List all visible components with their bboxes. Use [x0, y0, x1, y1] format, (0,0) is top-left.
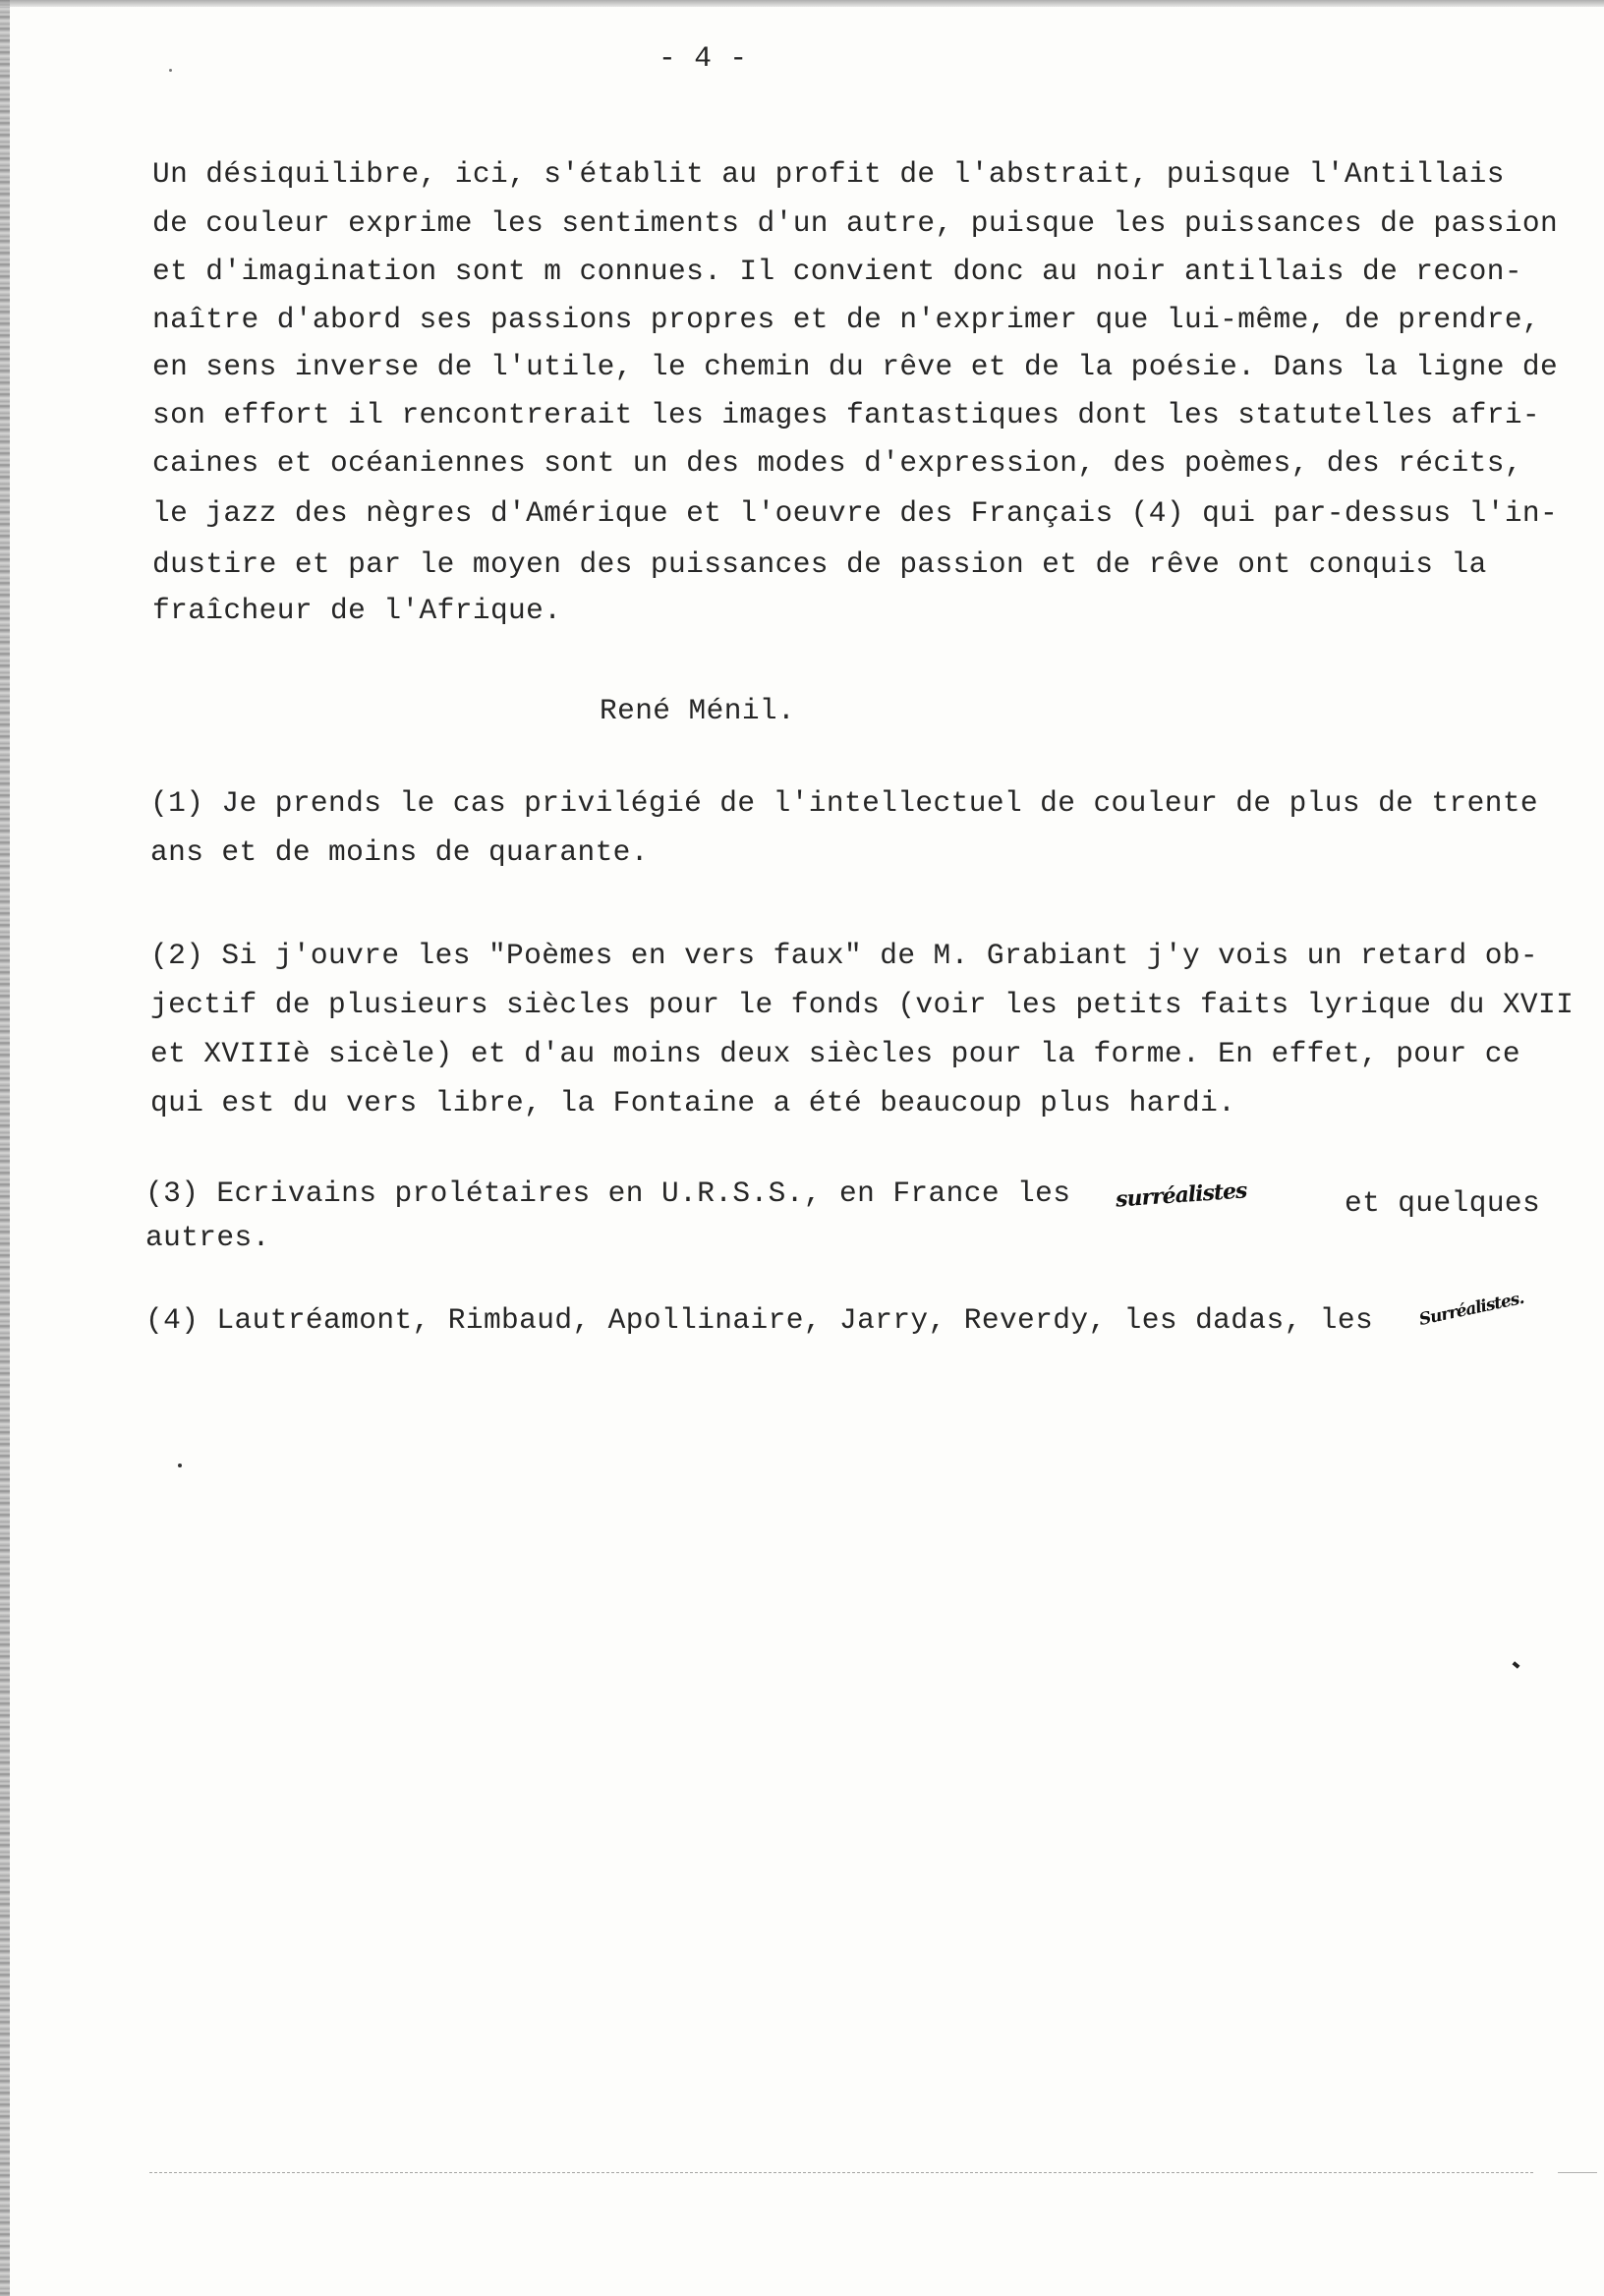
- body-line: naître d'abord ses passions propres et de n'exprimer que lui-même, de prendre,: [152, 303, 1541, 336]
- scan-speck: [178, 1464, 182, 1467]
- footnote-line: jectif de plusieurs siècles pour le fonds (voir les petits faits lyrique du XVII: [150, 988, 1575, 1021]
- footnote-line: (3) Ecrivains prolétaires en U.R.S.S., en France les: [145, 1177, 1071, 1210]
- footnote-line: (4) Lautréamont, Rimbaud, Apollinaire, Jarry, Reverdy, les dadas, les: [145, 1303, 1374, 1337]
- body-line: dustire et par le moyen des puissances de passion et de rêve ont conquis la: [152, 547, 1487, 581]
- scan-left-edge: [0, 0, 10, 2296]
- page-number: - 4 -: [659, 41, 748, 75]
- body-line: le jazz des nègres d'Amérique et l'oeuvre des Français (4) qui par-dessus l'in-: [152, 496, 1559, 530]
- scan-speck: [1513, 1661, 1520, 1669]
- footnote-line: et XVIIIè sicèle) et d'au moins deux siècles pour la forme. En effet, pour ce: [150, 1037, 1520, 1070]
- footnote-line: qui est du vers libre, la Fontaine a été beaucoup plus hardi.: [150, 1086, 1236, 1119]
- handwritten-insert: Surréalistes.: [1417, 1288, 1525, 1331]
- body-line: et d'imagination sont m connues. Il convient donc au noir antillais de recon-: [152, 255, 1522, 288]
- footnote-line: autres.: [145, 1221, 270, 1254]
- page-rule: [1558, 2172, 1597, 2173]
- body-line: Un désiquilibre, ici, s'établit au profit de l'abstrait, puisque l'Antillais: [152, 157, 1505, 191]
- author-signature: René Ménil.: [600, 694, 796, 727]
- footnote-line: et quelques: [1345, 1186, 1541, 1220]
- footnote-line: (2) Si j'ouvre les "Poèmes en vers faux" de M. Grabiant j'y vois un retard ob-: [150, 939, 1539, 972]
- body-line: de couleur exprime les sentiments d'un autre, puisque les puissances de passion: [152, 206, 1559, 240]
- body-line: caines et océaniennes sont un des modes d'expression, des poèmes, des récits,: [152, 446, 1522, 480]
- scan-top-edge: [0, 0, 1604, 7]
- scan-speck: [169, 69, 172, 72]
- handwritten-insert: surréalistes: [1115, 1177, 1248, 1213]
- body-line: en sens inverse de l'utile, le chemin du rêve et de la poésie. Dans la ligne de: [152, 350, 1559, 383]
- body-line: son effort il rencontrerait les images fantastiques dont les statutelles afri-: [152, 398, 1541, 431]
- body-line: fraîcheur de l'Afrique.: [152, 594, 562, 627]
- page-rule: [149, 2172, 1533, 2173]
- footnote-line: ans et de moins de quarante.: [150, 835, 649, 869]
- footnote-line: (1) Je prends le cas privilégié de l'intellectuel de couleur de plus de trente: [150, 786, 1539, 820]
